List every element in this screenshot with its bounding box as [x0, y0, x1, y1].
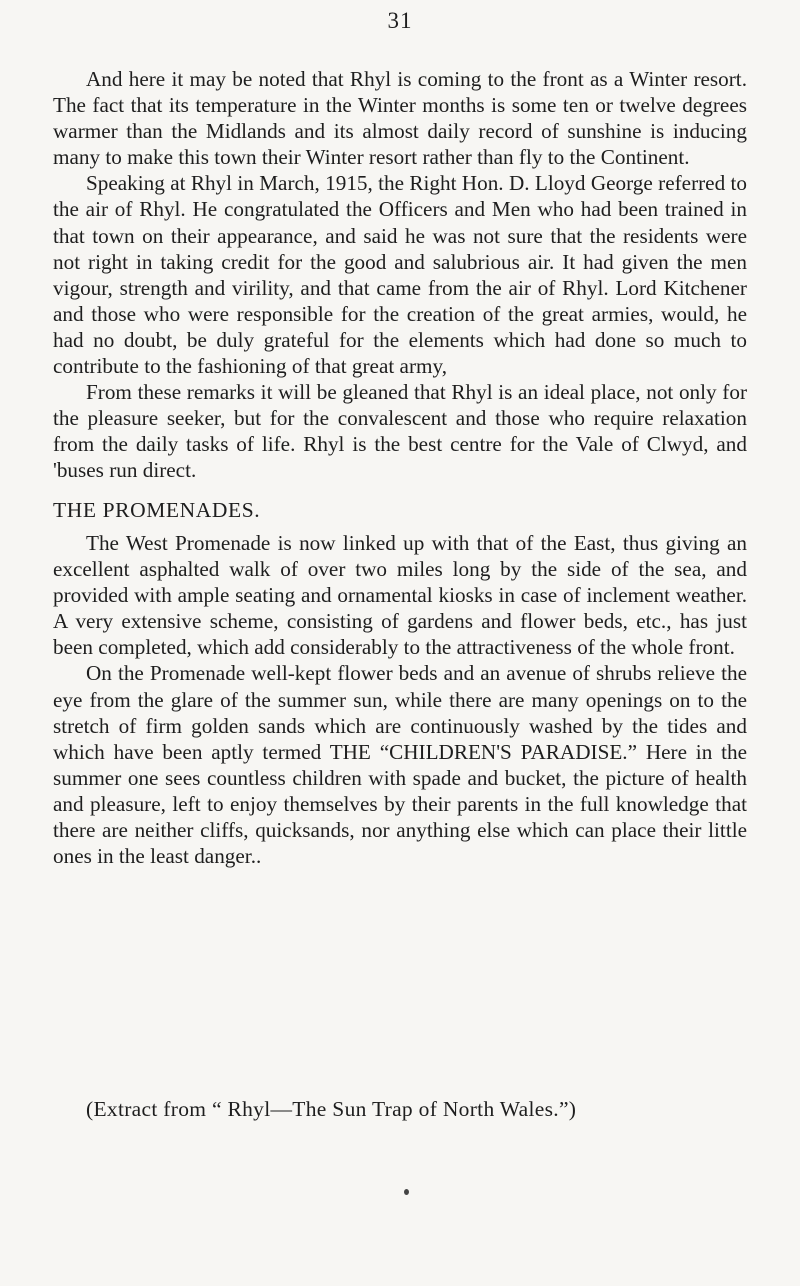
promenades-text-block	[53, 530, 747, 869]
section-heading-promenades: THE PROMENADES.	[53, 498, 261, 522]
source-extract-note: (Extract from “ Rhyl—The Sun Trap of North Wales.”)	[86, 1097, 577, 1121]
paragraph-west-promenade: The West Promenade is now linked up with that of the East, thus giving an excellent asphalted walk of over two miles long by the side of the sea, and provided with ample seating and ornamental kiosks in case of inclement weather. A very extensive scheme, consisting of gardens and flower beds, etc., has just been completed, which add considerably to the attractiveness of the whole front.	[53, 531, 747, 660]
paragraph-lloyd-george: Speaking at Rhyl in March, 1915, the Right Hon. D. Lloyd George referred to the air of Rhyl. He congratulated the Officers and Men who had been trained in that town on their appearance, and said he was not sure that the residents were not right in taking credit for the good and salubrious air. It had given the men vigour, strength and virility, and that came from the air of Rhyl. Lord Kitchener and those who were responsible for the creation of the great armies, would, he had no doubt, be duly grateful for the elements which had done so much to contribute to the fashioning of that great army,	[53, 171, 747, 379]
paragraph-ideal-place: From these remarks it will be gleaned that Rhyl is an ideal place, not only for the pleasure seeker, but for the convalescent and those who require relaxation from the daily tasks of life. Rhyl is the best centre for the Vale of Clwyd, and 'buses run direct.	[53, 380, 747, 483]
page-number: 31	[387, 8, 413, 33]
intro-text-block	[53, 66, 747, 484]
print-speck	[404, 1189, 409, 1195]
paragraph-winter-resort: And here it may be noted that Rhyl is coming to the front as a Winter resort. The fact that its temperature in the Winter months is some ten or twelve degrees warmer than the Midlands and its almost daily record of sunshine is inducing many to make this town their Winter resort rather than fly to the Continent.	[53, 67, 747, 170]
paragraph-childrens-paradise: On the Promenade well-kept flower beds and an avenue of shrubs relieve the eye from the glare of the summer sun, while there are many openings on to the stretch of firm golden sands which are continuously washed by the tides and which have been aptly termed THE “CHILDREN'S PARADISE.” Here in the summer one sees countless children with spade and bucket, the picture of health and pleasure, left to enjoy themselves by their parents in the full knowledge that there are neither cliffs, quicksands, nor anything else which can place their little ones in the least danger..	[53, 661, 747, 869]
